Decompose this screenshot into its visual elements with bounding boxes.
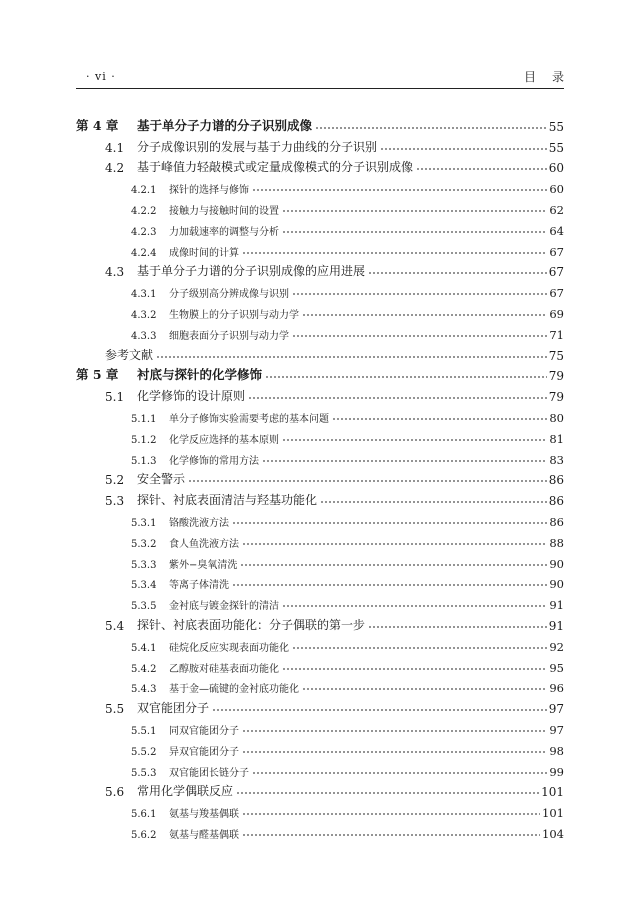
dot-leader	[240, 563, 547, 567]
toc-entry-number: 5.5.1	[131, 725, 157, 737]
toc-entry-sub	[76, 675, 564, 696]
dot-leader	[320, 500, 547, 504]
toc-entry-sub	[76, 321, 564, 342]
toc-entry-number: 5.1	[105, 390, 125, 405]
toc-entry-number: 5.4.2	[131, 663, 157, 675]
toc-entry-title: 基于金—硫键的金衬底功能化	[169, 684, 299, 696]
toc-entry-number: 4.1	[105, 140, 125, 155]
toc-entry-number: 4.3.1	[131, 289, 157, 301]
dot-leader	[292, 646, 547, 650]
toc-entry-sub	[76, 446, 564, 467]
toc-entry-sub	[76, 196, 564, 217]
dot-leader	[332, 417, 547, 421]
toc-entry-page: 79	[548, 369, 564, 384]
toc-entry-sub	[76, 591, 564, 612]
toc-entry-page: 60	[548, 161, 564, 176]
toc-entry-title: 金衬底与镀金探针的清洁	[169, 601, 279, 613]
dot-leader	[302, 687, 547, 691]
toc-entry-page: 90	[549, 577, 564, 592]
toc-entry-sub	[76, 529, 564, 550]
toc-entry-number: 第 5 章	[76, 367, 119, 383]
toc-entry-page: 83	[549, 452, 564, 467]
dot-leader	[292, 334, 547, 338]
toc-entry-sub	[76, 737, 564, 758]
toc-entry-title: 单分子修饰实验需要考虑的基本问题	[169, 413, 329, 425]
toc-entry-number: 4.2	[105, 161, 125, 176]
toc-entry-number: 5.4.3	[131, 684, 157, 696]
toc-entry-page: 86	[549, 514, 564, 529]
toc-entry-number: 4.3.3	[131, 330, 157, 342]
toc-entry-title: 生物膜上的分子识别与动力学	[169, 309, 299, 321]
toc-entry-title: 化学反应选择的基本原则	[169, 434, 279, 446]
toc-entry-number: 4.3	[105, 265, 125, 280]
toc-entry-number: 5.6.1	[131, 809, 157, 821]
toc-entry-page: 55	[548, 140, 564, 155]
toc-entry-section	[76, 779, 564, 800]
toc-entry-number: 5.1.3	[131, 455, 157, 467]
toc-entry-page: 101	[541, 785, 564, 800]
toc-entry-title: 化学修饰的设计原则	[137, 389, 246, 404]
toc-entry-section	[76, 155, 564, 176]
dot-leader	[282, 604, 547, 608]
toc-entry-page: 95	[549, 660, 564, 675]
toc-entry-title: 异双官能团分子	[169, 746, 239, 758]
toc-entry-title: 硅烷化反应实现表面功能化	[169, 642, 289, 654]
dot-leader	[368, 625, 547, 629]
toc-entry-title: 氨基与醛基偶联	[169, 829, 239, 841]
dot-leader	[282, 230, 547, 234]
toc-entry-sub	[76, 571, 564, 592]
toc-entry-number: 5.5.3	[131, 767, 157, 779]
dot-leader	[242, 812, 540, 816]
dot-leader	[368, 271, 547, 275]
toc-entry-page: 86	[548, 494, 564, 509]
toc-entry-page: 86	[548, 473, 564, 488]
toc-entry-ref	[76, 342, 564, 363]
toc-entry-section	[76, 695, 564, 716]
toc-entry-sub	[76, 758, 564, 779]
dot-leader	[292, 292, 547, 296]
toc-entry-page: 91	[548, 618, 564, 633]
toc-entry-title: 化学修饰的常用方法	[169, 455, 259, 467]
dot-leader	[242, 729, 547, 733]
toc-entry-number: 第 4 章	[76, 117, 119, 133]
toc-entry-sub	[76, 633, 564, 654]
toc-entry-number: 5.3.1	[131, 517, 157, 529]
dot-leader	[262, 459, 547, 463]
toc-entry-page: 71	[549, 327, 564, 342]
toc-entry-number: 5.3	[105, 494, 125, 509]
toc-entry-number: 4.2.2	[131, 205, 157, 217]
toc-entry-sub	[76, 550, 564, 571]
toc-entry-sub	[76, 716, 564, 737]
dot-leader	[242, 833, 540, 837]
toc-entry-page: 101	[542, 806, 564, 821]
toc-entry-title: 乙醇胺对硅基表面功能化	[169, 663, 279, 675]
toc-entry-page: 60	[549, 182, 564, 197]
toc-entry-page: 75	[548, 348, 564, 363]
dot-leader	[232, 521, 547, 525]
dot-leader	[248, 396, 547, 400]
toc-entry-title: 探针的选择与修饰	[169, 185, 249, 197]
toc-entry-section	[76, 487, 564, 508]
toc-entry-title: 分子级别高分辨成像与识别	[169, 289, 289, 301]
toc-entry-page: 81	[549, 431, 564, 446]
toc-entry-page: 67	[548, 265, 564, 280]
toc-entry-section	[76, 134, 564, 155]
toc-entry-title: 分子成像识别的发展与基于力曲线的分子识别	[137, 139, 378, 154]
dot-leader	[188, 479, 547, 483]
toc-entry-section	[76, 383, 564, 404]
toc-entry-page: 99	[549, 764, 564, 779]
dot-leader	[232, 583, 547, 587]
toc-entry-number: 5.4.1	[131, 642, 157, 654]
toc-entry-number: 5.5	[105, 702, 125, 717]
toc-entry-sub	[76, 799, 564, 820]
toc-entry-title: 双官能团分子	[137, 701, 210, 716]
toc-entry-sub	[76, 217, 564, 238]
toc-entry-page: 90	[549, 556, 564, 571]
dot-leader	[252, 188, 547, 192]
toc-entry-sub	[76, 404, 564, 425]
toc-entry-number: 5.3.2	[131, 538, 157, 550]
page-number: · vi ·	[86, 70, 116, 83]
toc-entry-title: 紫外−臭氧清洗	[169, 559, 238, 571]
toc-entry-page: 69	[549, 306, 564, 321]
toc-entry-title: 衬底与探针的化学修饰	[137, 367, 263, 383]
toc-entry-page: 91	[549, 598, 564, 613]
toc-entry-title: 安全警示	[137, 472, 186, 487]
dot-leader	[242, 251, 547, 255]
toc-entry-title: 成像时间的计算	[169, 247, 239, 259]
toc-entry-sub	[76, 300, 564, 321]
toc-entry-title: 铬酸洗液方法	[169, 517, 229, 529]
toc-entry-sub	[76, 175, 564, 196]
toc-entry-title: 氨基与羧基偶联	[169, 809, 239, 821]
dot-leader	[282, 667, 547, 671]
toc-entry-number: 5.5.2	[131, 746, 157, 758]
toc-entry-title: 食人鱼洗液方法	[169, 538, 239, 550]
toc-entry-section	[76, 259, 564, 280]
toc-entry-page: 80	[549, 410, 564, 425]
toc-entry-section	[76, 467, 564, 488]
toc-entry-sub	[76, 654, 564, 675]
toc-entry-sub	[76, 279, 564, 300]
toc-entry-number: 5.6	[105, 785, 125, 800]
toc-entry-page: 64	[549, 223, 564, 238]
toc-entry-page: 79	[548, 390, 564, 405]
toc-entry-title: 细胞表面分子识别与动力学	[169, 330, 289, 342]
toc-entry-page: 97	[548, 702, 564, 717]
dot-leader	[315, 126, 547, 130]
toc-entry-sub	[76, 820, 564, 841]
toc-entry-number: 5.1.2	[131, 434, 157, 446]
toc-entry-page: 96	[549, 681, 564, 696]
toc-entry-number: 5.1.1	[131, 413, 157, 425]
toc-entry-number: 4.2.4	[131, 247, 157, 259]
toc-entry-number: 5.3.4	[131, 580, 157, 592]
toc-entry-page: 67	[549, 244, 564, 259]
toc-entry-title: 同双官能团分子	[169, 725, 239, 737]
toc-entry-title: 双官能团长链分子	[169, 767, 249, 779]
dot-leader	[416, 167, 547, 171]
toc-entry-title: 常用化学偶联反应	[137, 784, 234, 799]
toc-entry-title: 力加载速率的调整与分析	[169, 226, 279, 238]
dot-leader	[242, 542, 547, 546]
toc-entry-section	[76, 612, 564, 633]
toc-entry-number: 5.3.5	[131, 601, 157, 613]
toc-entry-page: 98	[549, 743, 564, 758]
toc-entry-number: 5.2	[105, 473, 125, 488]
toc-entry-page: 104	[542, 826, 564, 841]
dot-leader	[242, 750, 547, 754]
toc-entry-title: 参考文献	[105, 347, 154, 362]
toc-entry-chapter	[76, 113, 564, 134]
toc-entry-title: 接触力与接触时间的设置	[169, 205, 279, 217]
toc-entry-number: 4.3.2	[131, 309, 157, 321]
dot-leader	[236, 791, 539, 795]
toc-entry-title: 等离子体清洗	[169, 580, 229, 592]
toc-entry-title: 探针、衬底表面功能化：分子偶联的第一步	[137, 617, 366, 632]
dot-leader	[282, 209, 547, 213]
running-header	[76, 66, 580, 89]
dot-leader	[302, 313, 547, 317]
toc-entry-page: 88	[549, 535, 564, 550]
toc-entry-page: 97	[549, 722, 564, 737]
toc-entry-title: 基于单分子力谱的分子识别成像的应用进展	[137, 264, 366, 279]
toc-entry-number: 5.6.2	[131, 829, 157, 841]
toc-entry-page: 92	[549, 639, 564, 654]
toc-entry-sub	[76, 238, 564, 259]
toc-entry-number: 4.2.1	[131, 185, 157, 197]
running-title: 目录	[523, 70, 580, 84]
toc-entry-page: 67	[549, 286, 564, 301]
toc-entry-page: 55	[548, 119, 564, 134]
toc-entry-number: 5.3.3	[131, 559, 157, 571]
dot-leader	[380, 147, 547, 151]
toc-entry-page: 62	[549, 202, 564, 217]
toc-entry-title: 基于单分子力谱的分子识别成像	[137, 117, 313, 133]
toc-entry-chapter	[76, 363, 564, 384]
toc-entry-title: 基于峰值力轻敲模式或定量成像模式的分子识别成像	[137, 160, 414, 175]
dot-leader	[282, 438, 547, 442]
toc-entry-number: 5.4	[105, 618, 125, 633]
toc-entry-title: 探针、衬底表面清洁与羟基功能化	[137, 493, 318, 508]
dot-leader	[265, 375, 547, 379]
dot-leader	[156, 355, 547, 359]
toc-entry-number: 4.2.3	[131, 226, 157, 238]
dot-leader	[212, 708, 547, 712]
toc-entry-sub	[76, 508, 564, 529]
table-of-contents	[76, 113, 564, 841]
dot-leader	[252, 771, 547, 775]
toc-entry-sub	[76, 425, 564, 446]
